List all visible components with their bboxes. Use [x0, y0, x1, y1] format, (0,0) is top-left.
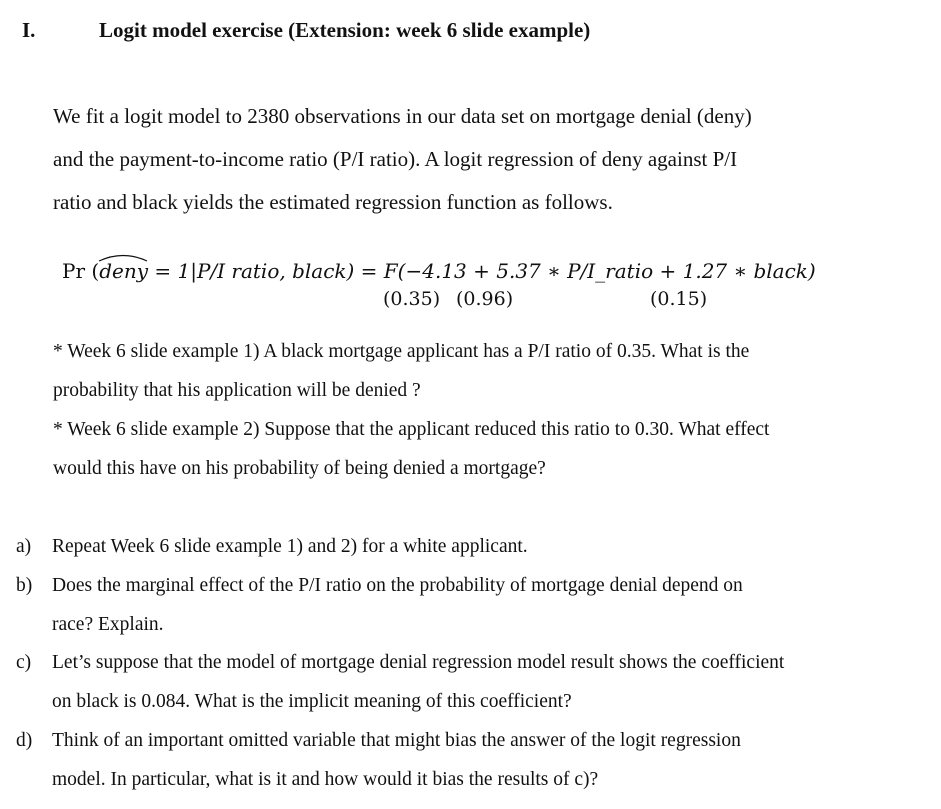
question-c-line-2: on black is 0.084. What is the implicit meaning of this coefficient?	[52, 691, 572, 712]
equation-pr: Pr (	[62, 259, 100, 283]
example-2-line-1: * Week 6 slide example 2) Suppose that the applicant reduced this ratio to 0.30. What effect	[53, 419, 770, 440]
hat-accent-icon	[97, 252, 149, 262]
question-c-line-1: Let’s suppose that the model of mortgage denial regression model result shows the coefficient	[52, 652, 785, 673]
intro-line-3: ratio and black yields the estimated regression function as follows.	[53, 190, 613, 214]
example-1-line-2: probability that his application will be denied ?	[53, 380, 421, 401]
question-c-label: c)	[16, 652, 32, 673]
se-pi-ratio: (0.96)	[456, 288, 514, 310]
question-b-label: b)	[16, 575, 33, 596]
equation-deny-hat	[99, 259, 148, 283]
question-b-line-1: Does the marginal effect of the P/I ratio on the probability of mortgage denial depend on	[52, 575, 743, 596]
question-d-label: d)	[16, 730, 33, 751]
section-title: Logit model exercise (Extension: week 6 slide example)	[99, 18, 591, 42]
question-a-label: a)	[16, 536, 32, 557]
question-b-line-2: race? Explain.	[52, 614, 164, 635]
question-a-line-1: Repeat Week 6 slide example 1) and 2) for a white applicant.	[52, 536, 528, 557]
example-1-line-1: * Week 6 slide example 1) A black mortgage applicant has a P/I ratio of 0.35. What is the	[53, 341, 750, 362]
intro-line-1: We fit a logit model to 2380 observations in our data set on mortgage denial (deny)	[53, 104, 752, 128]
question-d-line-2: model. In particular, what is it and how would it bias the results of c)?	[52, 769, 599, 790]
section-number: I.	[22, 18, 36, 42]
example-2-line-2: would this have on his probability of being denied a mortgage?	[53, 458, 546, 479]
se-intercept: (0.35)	[383, 288, 441, 310]
equation-condition: = 1|P/I ratio, black) = F(−4.13 + 5.37 ∗ P/I_ratio + 1.27 ∗ black)	[148, 259, 816, 283]
regression-equation	[62, 259, 816, 283]
se-black: (0.15)	[650, 288, 708, 310]
question-d-line-1: Think of an important omitted variable that might bias the answer of the logit regression	[52, 730, 741, 751]
equation-deny: deny	[99, 259, 149, 283]
intro-line-2: and the payment-to-income ratio (P/I ratio). A logit regression of deny against P/I	[53, 147, 738, 171]
